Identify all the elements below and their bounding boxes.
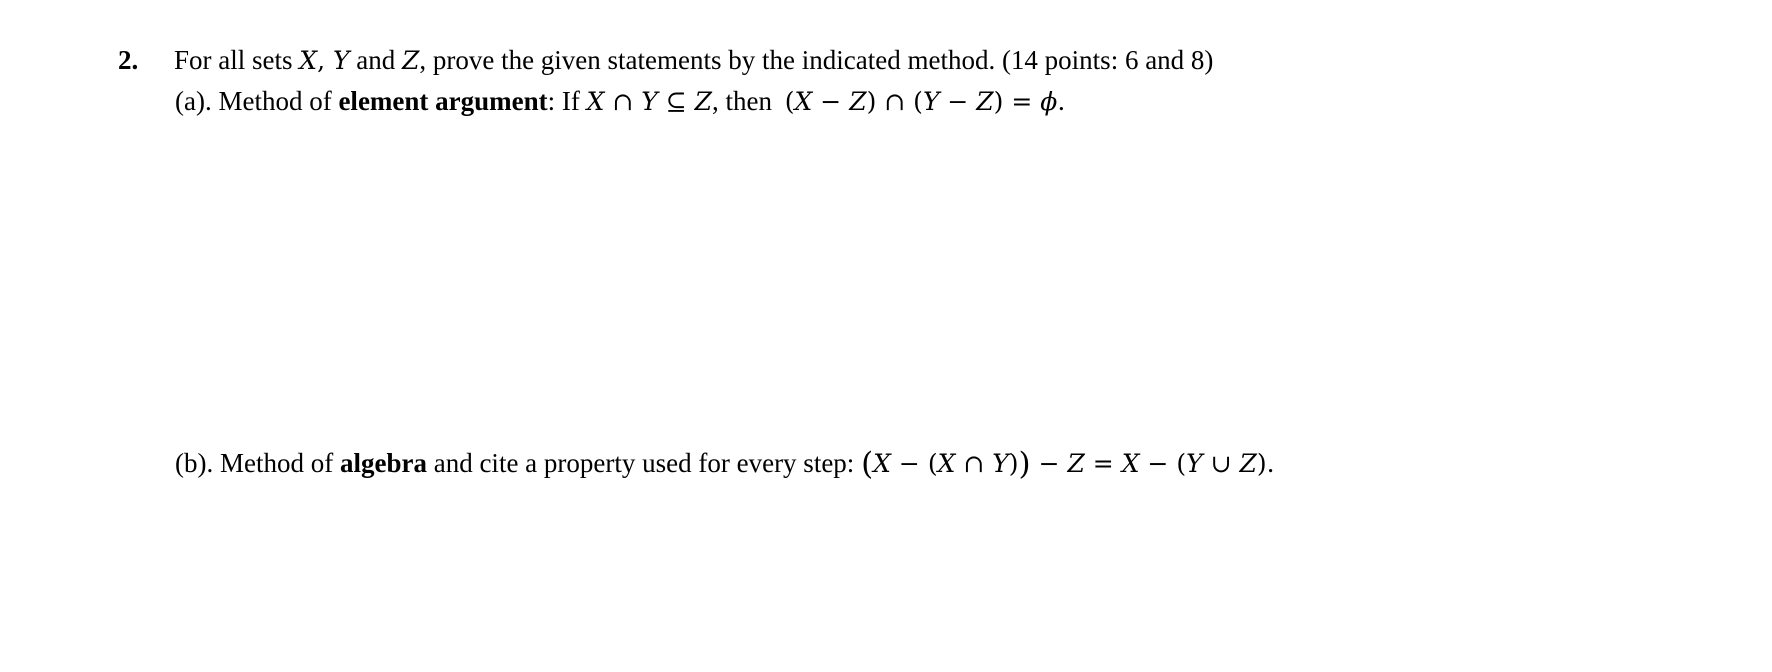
part-b-instruction: and cite a property used for every step: <box>426 448 862 478</box>
question-line <box>118 43 1213 78</box>
part-a-line <box>175 84 1065 119</box>
var-z: Z <box>401 46 420 75</box>
comma: , <box>317 46 333 75</box>
part-b-equation: (X − (X ∩ Y)) − Z = X − (Y ∪ Z). <box>861 446 1275 482</box>
question-intro-start: For all sets <box>174 45 300 75</box>
part-a-label: (a). Method of <box>175 86 339 116</box>
var-y: Y <box>332 46 350 75</box>
question-number: 2. <box>118 45 139 75</box>
part-a-if: : If <box>547 86 587 116</box>
part-a-then: , then <box>712 86 779 116</box>
part-b-method: algebra <box>339 448 427 478</box>
question-intro-end: , prove the given statements by the indicated method. (14 points: 6 and 8) <box>419 45 1214 75</box>
part-a-hypothesis: X ∩ Y ⊆ Z <box>586 87 713 116</box>
and-word: and <box>349 45 402 75</box>
part-b-label: (b). Method of <box>175 448 340 478</box>
part-b-line <box>175 446 1275 481</box>
part-a-method: element argument <box>338 86 548 116</box>
part-a-conclusion: (X − Z) ∩ (Y − Z) = ϕ. <box>784 87 1066 116</box>
var-x: X <box>299 46 318 75</box>
